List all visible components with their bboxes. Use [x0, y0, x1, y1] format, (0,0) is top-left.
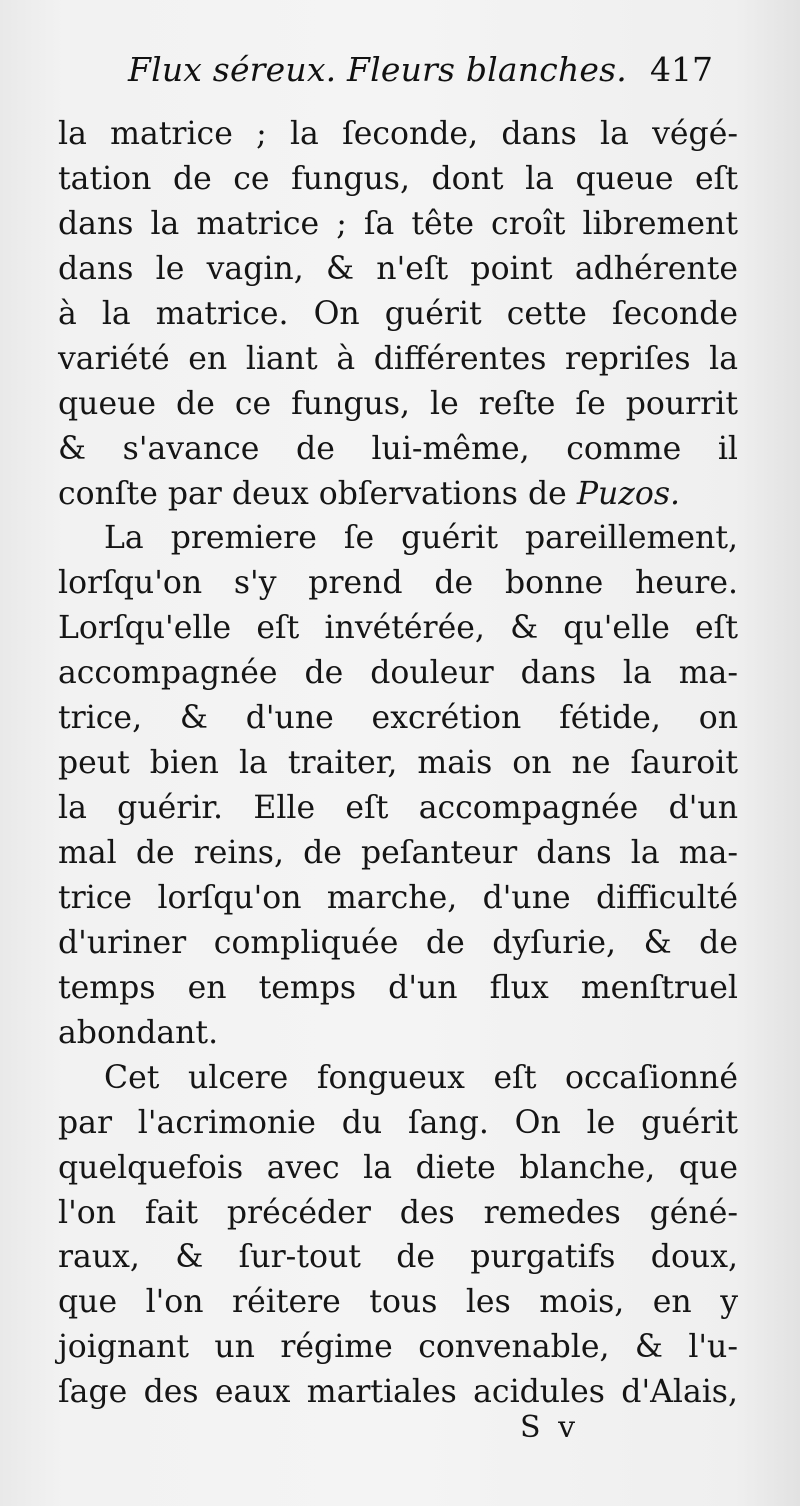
text-line: mal de reins, de peſanteur dans la ma- [58, 835, 738, 871]
text-line: la matrice ; la ſeconde, dans la végé- [58, 116, 738, 152]
text-line: raux, & ſur-tout de purgatifs doux, [58, 1239, 738, 1276]
page-header [0, 50, 800, 110]
text-line: variété en liant à différentes repriſes la [58, 340, 738, 377]
body-text [58, 112, 738, 1415]
text-line: d'uriner compliquée de dyſurie, & de [58, 924, 738, 961]
text-line: ſage des eaux martiales acidules d'Alais, [58, 1374, 738, 1411]
text-line: par l'acrimonie du ſang. On le guérit [58, 1104, 738, 1141]
text-line: à la matrice. On guérit cette ſeconde [58, 295, 738, 332]
paragraph-last-line: abondant. [58, 1014, 219, 1051]
page-number: 417 [650, 50, 713, 89]
text-line: quelquefois avec la diete blanche, que [58, 1149, 738, 1186]
text-line: lorſqu'on s'y prend de bonne heure. [58, 565, 738, 602]
paragraph-first-line: La premiere ſe guérit pareillement, [104, 520, 738, 557]
running-head: Flux séreux. Fleurs blanches. [128, 50, 627, 89]
text-line: tation de ce fungus, dont la queue eſt [58, 160, 738, 197]
text-line: queue de ce fungus, le reſte ſe pourrit [58, 385, 738, 422]
text-line-start: conſte par deux obſervations de [58, 475, 567, 512]
text-line: temps en temps d'un flux menſtruel [58, 969, 738, 1006]
text-line: la guérir. Elle eſt accompagnée d'un [58, 790, 738, 827]
text-line: dans le vagin, & n'eſt point adhérente [58, 250, 738, 287]
text-line: l'on fait précéder des remedes géné- [58, 1194, 738, 1231]
text-line: trice, & d'une excrétion fétide, on [58, 700, 738, 737]
text-line: & s'avance de lui-même, comme il [58, 430, 738, 467]
italic-author-name: Puzos. [576, 475, 681, 512]
text-line: joignant un régime convenable, & l'u- [58, 1329, 738, 1366]
paragraph-first-line: Cet ulcere fongueux eſt occaſionné [104, 1059, 738, 1096]
text-line: trice lorſqu'on marche, d'une difficulté [58, 879, 738, 916]
text-line: que l'on réitere tous les mois, en y [58, 1284, 738, 1321]
text-line: Lorſqu'elle eſt invétérée, & qu'elle eſt [58, 610, 738, 647]
signature-mark: S v [520, 1410, 580, 1445]
text-line: peut bien la traiter, mais on ne ſauroit [58, 745, 738, 782]
text-line [58, 472, 738, 517]
text-line: accompagnée de douleur dans la ma- [58, 655, 738, 692]
text-line: dans la matrice ; ſa tête croît librement [58, 205, 738, 242]
